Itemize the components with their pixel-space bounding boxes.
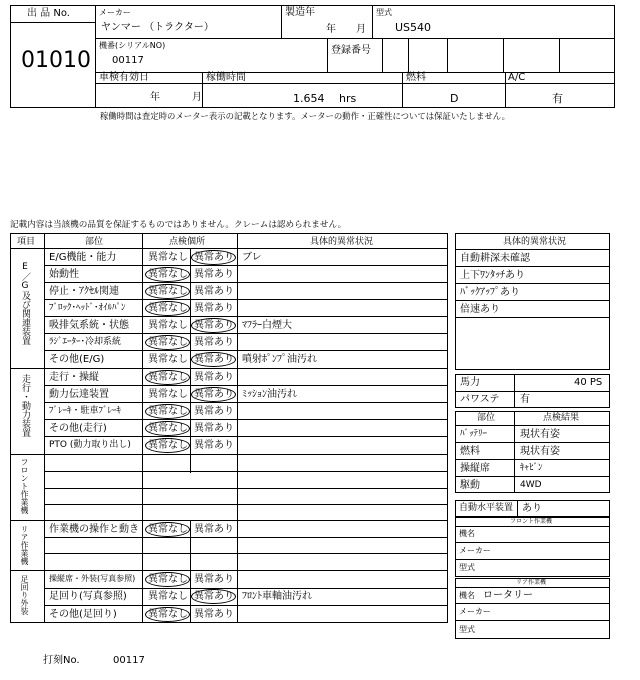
rear-name-label: 機名 xyxy=(459,591,475,600)
section-label-drive: 走行・動力装置 xyxy=(20,374,30,437)
normal-option[interactable]: 異常なし xyxy=(148,372,188,383)
abnormal-option[interactable]: 異常あり xyxy=(194,354,234,365)
divider xyxy=(447,38,448,72)
divider xyxy=(372,5,373,38)
divider xyxy=(44,265,448,266)
col-part-header: 部位 xyxy=(85,237,104,247)
abnormal-option[interactable]: 異常あり xyxy=(194,423,234,434)
inspection-label: 車検有効日 xyxy=(99,72,149,83)
divider xyxy=(455,425,610,426)
normal-option[interactable]: 異常なし xyxy=(148,591,188,602)
power-value: 40 PS xyxy=(574,377,603,388)
shuppin-number: 01010 xyxy=(21,48,91,73)
abnormal-option[interactable]: 異常あり xyxy=(194,406,234,417)
detail-line: 自動耕深未確認 xyxy=(460,253,530,264)
selected-circle xyxy=(145,370,190,385)
divider xyxy=(455,542,610,543)
part-label: その他(E/G) xyxy=(49,354,105,365)
abnormal-option[interactable]: 異常あり xyxy=(194,337,234,348)
abnormal-option[interactable]: 異常あり xyxy=(194,440,234,451)
selected-circle xyxy=(191,589,236,604)
check-result: 4WD xyxy=(520,480,542,490)
inspection-month-unit: 月 xyxy=(192,92,202,103)
divider xyxy=(455,283,610,284)
divider xyxy=(455,603,610,604)
divider xyxy=(505,72,506,108)
abnormal-option[interactable]: 異常あり xyxy=(194,574,234,585)
divider xyxy=(202,72,203,108)
check-result: 現状有姿 xyxy=(520,429,560,440)
part-label: E/G機能・能力 xyxy=(49,252,117,263)
detail-line: ﾊﾞｯｸｱｯﾌﾟあり xyxy=(460,287,520,298)
check-part: 燃料 xyxy=(460,446,480,457)
fuel-label: 燃料 xyxy=(406,72,426,83)
divider xyxy=(10,570,448,571)
part-label: 停止・ｱｸｾﾙ関連 xyxy=(49,286,119,297)
normal-option[interactable]: 異常なし xyxy=(148,574,188,585)
year-unit: 年 xyxy=(326,24,336,35)
auto-level-label: 自動水平装置 xyxy=(459,503,514,513)
abnormal-option[interactable]: 異常あり xyxy=(194,609,234,620)
part-header: 部位 xyxy=(477,413,496,423)
power-label: 馬力 xyxy=(460,377,480,388)
front-field: 型式 xyxy=(459,563,475,572)
divider xyxy=(455,300,610,301)
part-label: 吸排気系統・状態 xyxy=(49,320,129,331)
part-label: ﾗｼﾞｴｰﾀｰ･冷却系統 xyxy=(49,337,122,347)
detail-text: ブレ xyxy=(242,252,262,263)
part-label: 動力伝達装置 xyxy=(49,389,109,400)
shuppin-label: 出 品 No. xyxy=(27,8,70,19)
section-label-undercarriage: 足回り外装 xyxy=(20,575,29,615)
auto-level-value: あり xyxy=(522,503,542,514)
divider xyxy=(44,488,448,489)
section-label-rear: リア作業機 xyxy=(20,525,29,565)
month-unit: 月 xyxy=(356,24,366,35)
divider xyxy=(402,72,403,108)
selected-circle xyxy=(145,335,190,350)
divider xyxy=(237,233,238,623)
stamp-value: 00117 xyxy=(113,655,145,666)
part-label: 走行・操縦 xyxy=(49,372,99,383)
check-result: ｷｬﾋﾞﾝ xyxy=(520,463,543,473)
divider xyxy=(95,5,96,108)
abnormal-option[interactable]: 異常あり xyxy=(194,269,234,280)
normal-option[interactable]: 異常なし xyxy=(148,524,188,535)
hours-unit: hrs xyxy=(339,92,357,105)
divider xyxy=(10,520,448,521)
divider xyxy=(44,385,448,386)
normal-option[interactable]: 異常なし xyxy=(148,286,188,297)
ac-label: A/C xyxy=(508,72,526,83)
divider xyxy=(455,249,610,250)
divider xyxy=(44,402,448,403)
divider xyxy=(455,587,610,588)
normal-option[interactable]: 異常なし xyxy=(148,354,188,365)
detail-line: 倍速あり xyxy=(460,304,500,315)
part-label: ﾌﾞﾛｯｸ･ﾍｯﾄﾞ･ｵｲﾙﾊﾟﾝ xyxy=(49,303,126,313)
reg-label: 登録番号 xyxy=(331,45,371,56)
part-label: 足回り(写真参照) xyxy=(49,591,127,602)
divider xyxy=(455,526,610,527)
abnormal-option[interactable]: 異常あり xyxy=(194,372,234,383)
divider xyxy=(10,454,448,455)
normal-option[interactable]: 異常なし xyxy=(148,269,188,280)
inspection-year-unit: 年 xyxy=(150,92,160,103)
divider xyxy=(455,317,610,318)
divider xyxy=(517,500,518,517)
part-label: PTO (動力取り出し) xyxy=(49,440,131,450)
normal-option[interactable]: 異常なし xyxy=(148,337,188,348)
selected-circle xyxy=(145,438,190,453)
divider xyxy=(95,83,615,84)
divider xyxy=(44,233,45,623)
divider xyxy=(44,553,448,554)
detail-text: 噴射ﾎﾟﾝﾌﾟ油汚れ xyxy=(242,354,317,365)
abnormal-option[interactable]: 異常あり xyxy=(194,286,234,297)
serial-label: 機番(シリアルNO) xyxy=(99,41,166,50)
rear-field: 型式 xyxy=(459,625,475,634)
normal-option[interactable]: 異常なし xyxy=(148,303,188,314)
part-label: 始動性 xyxy=(49,269,79,280)
abnormal-option[interactable]: 異常あり xyxy=(194,303,234,314)
disclaimer: 記載内容は当該機の品質を保証するものではありません。クレームは認められません。 xyxy=(10,220,347,230)
divider xyxy=(514,374,515,408)
abnormal-option[interactable]: 異常あり xyxy=(194,591,234,602)
selected-circle xyxy=(145,301,190,316)
maker-value: ヤンマー （トラクター） xyxy=(101,22,214,33)
front-field: メーカー xyxy=(459,546,491,555)
divider xyxy=(44,282,448,283)
divider xyxy=(44,316,448,317)
abnormal-option[interactable]: 異常あり xyxy=(194,524,234,535)
divider xyxy=(559,38,560,72)
divider xyxy=(10,248,448,249)
divider xyxy=(455,620,610,621)
divider xyxy=(281,5,282,38)
check-part: 駆動 xyxy=(460,480,480,491)
rear-field: メーカー xyxy=(459,607,491,616)
front-header: フロント作業機 xyxy=(510,518,553,525)
normal-option[interactable]: 異常なし xyxy=(148,440,188,451)
selected-circle xyxy=(145,522,190,537)
normal-option[interactable]: 異常なし xyxy=(148,609,188,620)
stamp-label: 打刻No. xyxy=(43,655,80,666)
section-label-front: フロント作業機 xyxy=(20,458,29,514)
selected-circle xyxy=(145,572,190,587)
divider xyxy=(455,476,610,477)
selected-circle xyxy=(145,284,190,299)
selected-circle xyxy=(145,267,190,282)
selected-circle xyxy=(145,607,190,622)
selected-circle xyxy=(191,318,236,333)
divider xyxy=(44,436,448,437)
part-label: 作業機の操作と動き xyxy=(49,524,139,535)
divider xyxy=(514,411,515,493)
detail-text: ﾏﾌﾗｰ白煙大 xyxy=(242,320,292,331)
divider xyxy=(327,38,328,72)
divider xyxy=(455,266,610,267)
part-label: 操縦席・外装(写真参照) xyxy=(49,574,136,583)
model-label: 型式 xyxy=(376,8,392,17)
col-check-header: 点検個所 xyxy=(169,237,206,247)
divider xyxy=(382,38,383,72)
abnormal-option[interactable]: 異常あり xyxy=(194,252,234,263)
divider xyxy=(190,520,191,623)
divider xyxy=(44,419,448,420)
divider xyxy=(95,72,615,73)
fuel-value: D xyxy=(450,92,459,105)
normal-option[interactable]: 異常なし xyxy=(148,252,188,263)
divider xyxy=(44,299,448,300)
normal-option[interactable]: 異常なし xyxy=(148,423,188,434)
section-label-engine: E／G及び関連装置 xyxy=(20,262,30,345)
ac-value: 有 xyxy=(552,92,563,105)
year-label: 製造年 xyxy=(285,7,315,18)
divider xyxy=(44,471,448,472)
normal-option[interactable]: 異常なし xyxy=(148,320,188,331)
divider xyxy=(142,233,143,623)
pawasute-label: パワステ xyxy=(460,394,500,405)
normal-option[interactable]: 異常なし xyxy=(148,389,188,400)
part-label: その他(走行) xyxy=(49,423,107,434)
detail-text: ﾐｯｼｮﾝ油汚れ xyxy=(242,389,297,400)
serial-value: 00117 xyxy=(112,55,144,66)
maker-label: メーカー xyxy=(99,8,131,17)
selected-circle xyxy=(191,352,236,367)
check-part: ﾊﾞｯﾃﾘｰ xyxy=(460,429,488,439)
col-detail-header: 具体的異常状況 xyxy=(310,237,374,247)
divider xyxy=(455,459,610,460)
divider xyxy=(44,588,448,589)
selected-circle xyxy=(191,387,236,402)
divider xyxy=(44,537,448,538)
divider xyxy=(44,333,448,334)
abnormal-option[interactable]: 異常あり xyxy=(194,389,234,400)
selected-circle xyxy=(145,404,190,419)
part-label: その他(足回り) xyxy=(49,609,117,620)
normal-option[interactable]: 異常なし xyxy=(148,406,188,417)
hours-label: 稼働時間 xyxy=(206,72,246,83)
check-result: 現状有姿 xyxy=(520,446,560,457)
divider xyxy=(44,504,448,505)
divider xyxy=(455,559,610,560)
selected-circle xyxy=(191,250,236,265)
selected-circle xyxy=(145,421,190,436)
part-label: ﾌﾞﾚｰｷ・駐車ﾌﾞﾚｰｷ xyxy=(49,406,122,416)
divider xyxy=(95,38,615,39)
divider xyxy=(44,350,448,351)
result-header: 点検結果 xyxy=(543,413,580,423)
divider xyxy=(455,391,610,392)
detail-text: ﾌﾛﾝﾄ車軸油汚れ xyxy=(242,591,312,602)
hours-value: 1.654 xyxy=(293,92,325,105)
divider xyxy=(10,22,96,23)
pawasute-value: 有 xyxy=(520,394,530,405)
model-value: US540 xyxy=(395,21,432,34)
divider xyxy=(10,368,448,369)
col-item-header: 項目 xyxy=(17,237,36,247)
front-field: 機名 xyxy=(459,529,475,538)
rear-name-value: ロータリー xyxy=(483,590,533,601)
check-part: 操縦席 xyxy=(460,463,490,474)
divider xyxy=(455,442,610,443)
divider xyxy=(503,38,504,72)
hours-note: 稼働時間は査定時のメーター表示の記載となります。メーターの動作・正確性については保証いたしません。 xyxy=(100,111,511,121)
divider xyxy=(44,605,448,606)
divider xyxy=(408,38,409,72)
abnormal-option[interactable]: 異常あり xyxy=(194,320,234,331)
right-detail-header: 具体的異常状況 xyxy=(503,237,567,247)
detail-line: 上下ﾜﾝﾀｯﾁあり xyxy=(460,270,525,281)
rear-header: リア作業機 xyxy=(516,579,547,586)
